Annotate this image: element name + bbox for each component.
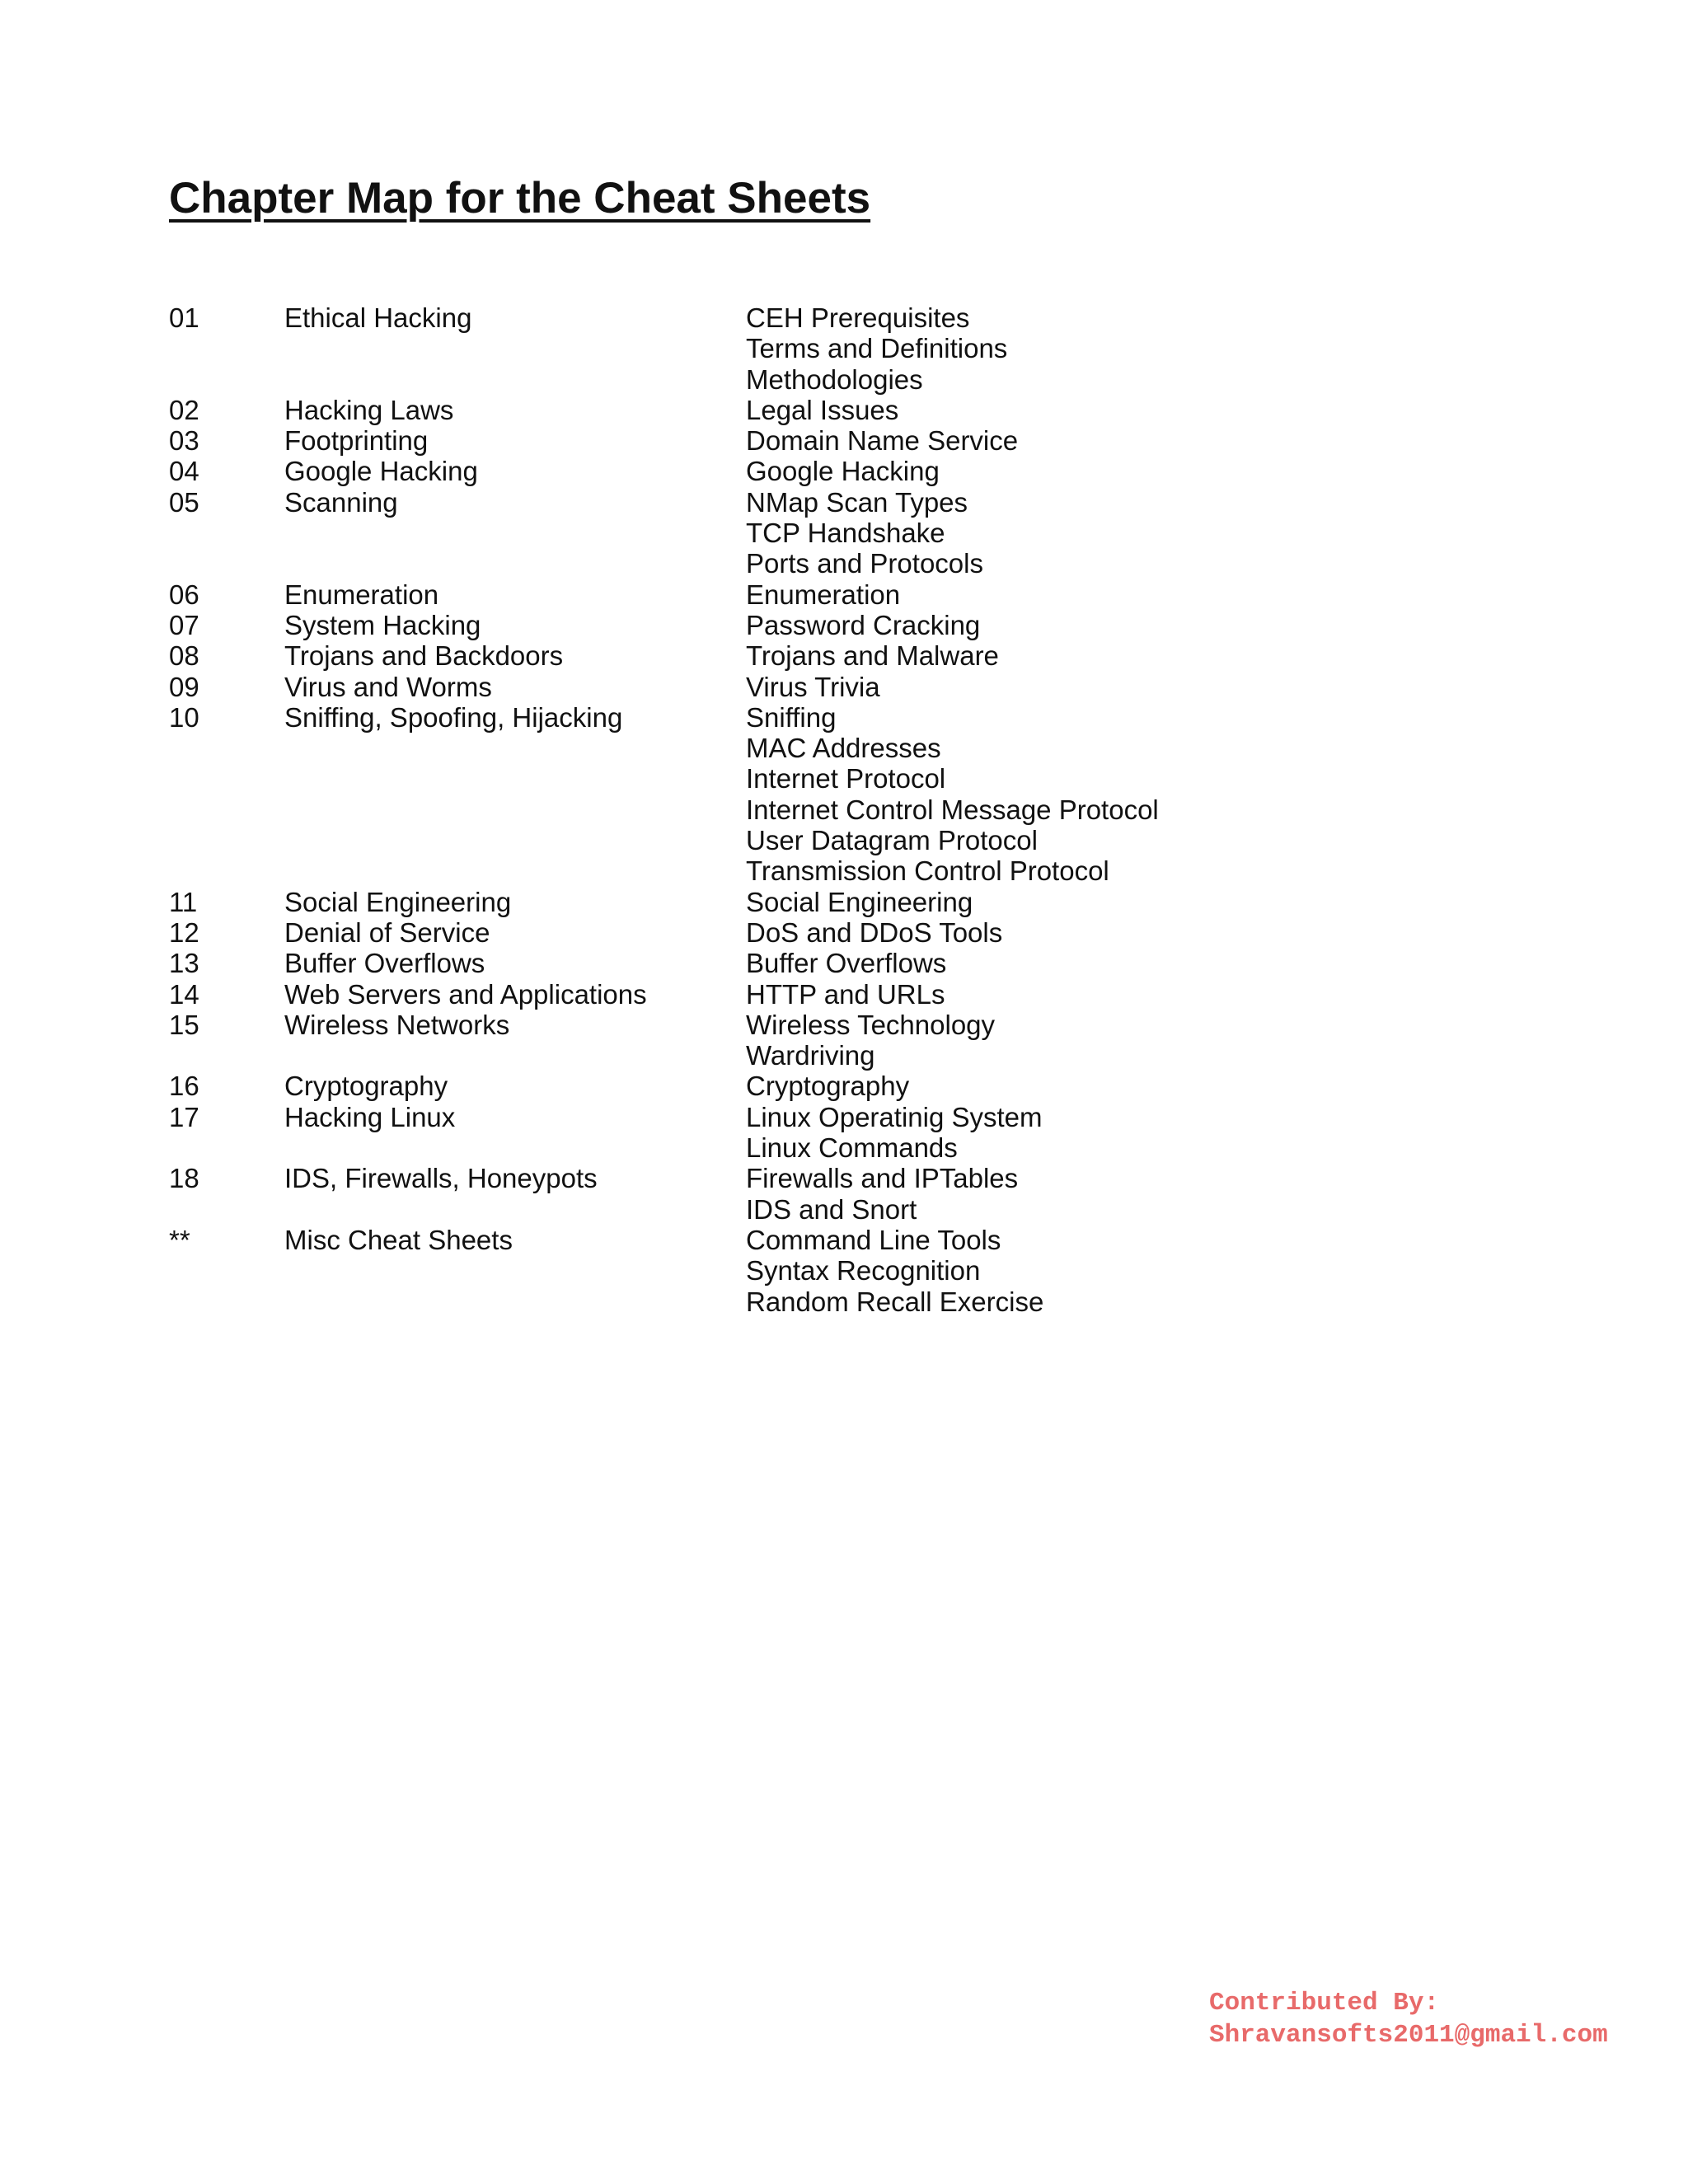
chapter-name: Cryptography [284, 1071, 448, 1102]
chapter-number: 01 [169, 302, 199, 333]
chapter-name: Hacking Laws [284, 394, 454, 425]
cheat-sheet-topic: Ports and Protocols [746, 548, 983, 579]
chapter-number: 16 [169, 1071, 199, 1102]
chapter-name: Wireless Networks [284, 1009, 510, 1040]
cheat-sheet-topic: MAC Addresses [746, 733, 941, 764]
cheat-sheet-topic: Transmission Control Protocol [746, 855, 1109, 887]
cheat-sheet-topic: Password Cracking [746, 609, 981, 640]
chapter-number: 12 [169, 916, 199, 948]
cheat-sheet-topic: CEH Prerequisites [746, 302, 970, 333]
chapter-number: 14 [169, 978, 199, 1010]
chapter-number: 08 [169, 640, 199, 672]
cheat-sheet-topic: Linux Operatinig System [746, 1101, 1043, 1132]
cheat-sheet-topic: Wardriving [746, 1040, 875, 1071]
cheat-sheet-topic: Domain Name Service [746, 425, 1019, 457]
chapter-name: Footprinting [284, 425, 429, 457]
cheat-sheet-topic: Virus Trivia [746, 671, 880, 702]
chapter-name: System Hacking [284, 609, 481, 640]
cheat-sheet-topic: Terms and Definitions [746, 333, 1008, 364]
cheat-sheet-topic: TCP Handshake [746, 518, 945, 549]
chapter-number: 06 [169, 579, 199, 610]
chapter-number: 13 [169, 948, 199, 979]
chapter-number: ** [169, 1224, 190, 1255]
chapter-number: 04 [169, 456, 199, 487]
chapter-number: 09 [169, 671, 199, 702]
cheat-sheet-topic: Syntax Recognition [746, 1255, 981, 1286]
chapter-number: 03 [169, 425, 199, 457]
chapter-name: Social Engineering [284, 886, 512, 917]
chapter-number: 17 [169, 1101, 199, 1132]
chapter-name: Hacking Linux [284, 1101, 456, 1132]
chapter-number: 07 [169, 609, 199, 640]
chapter-name: Ethical Hacking [284, 302, 472, 333]
cheat-sheet-topic: Legal Issues [746, 394, 899, 425]
chapter-name: Scanning [284, 486, 398, 518]
cheat-sheet-topic: Internet Control Message Protocol [746, 794, 1159, 825]
chapter-name: Virus and Worms [284, 671, 492, 702]
cheat-sheet-topic: Methodologies [746, 363, 923, 395]
chapter-number: 18 [169, 1163, 199, 1194]
cheat-sheet-topic: Buffer Overflows [746, 948, 947, 979]
chapter-number: 15 [169, 1009, 199, 1040]
cheat-sheet-topic: Command Line Tools [746, 1224, 1001, 1255]
cheat-sheet-topic: HTTP and URLs [746, 978, 945, 1010]
chapter-number: 10 [169, 701, 199, 733]
cheat-sheet-topic: Random Recall Exercise [746, 1286, 1044, 1317]
cheat-sheet-topic: Firewalls and IPTables [746, 1163, 1019, 1194]
page-title: Chapter Map for the Cheat Sheets [169, 174, 871, 223]
chapter-number: 11 [169, 886, 198, 917]
cheat-sheet-topic: Trojans and Malware [746, 640, 999, 672]
contributor-credit [1209, 1987, 1608, 2051]
chapter-name: IDS, Firewalls, Honeypots [284, 1163, 598, 1194]
cheat-sheet-topic: Social Engineering [746, 886, 973, 917]
chapter-name: Sniffing, Spoofing, Hijacking [284, 701, 623, 733]
chapter-name: Misc Cheat Sheets [284, 1224, 513, 1255]
cheat-sheet-topic: User Datagram Protocol [746, 825, 1038, 856]
chapter-name: Denial of Service [284, 916, 490, 948]
chapter-name: Google Hacking [284, 456, 478, 487]
chapter-name: Enumeration [284, 579, 439, 610]
cheat-sheet-topic: NMap Scan Types [746, 486, 968, 518]
chapter-number: 05 [169, 486, 199, 518]
cheat-sheet-topic: Wireless Technology [746, 1009, 996, 1040]
cheat-sheet-topic: IDS and Snort [746, 1193, 917, 1225]
chapter-number: 02 [169, 394, 199, 425]
cheat-sheet-topic: Linux Commands [746, 1132, 958, 1164]
cheat-sheet-topic: Enumeration [746, 579, 901, 610]
cheat-sheet-topic: Google Hacking [746, 456, 940, 487]
cheat-sheet-topic: Internet Protocol [746, 763, 946, 794]
chapter-name: Buffer Overflows [284, 948, 485, 979]
cheat-sheet-topic: Sniffing [746, 701, 837, 733]
cheat-sheet-topic: DoS and DDoS Tools [746, 916, 1003, 948]
chapter-name: Web Servers and Applications [284, 978, 647, 1010]
cheat-sheet-topic: Cryptography [746, 1071, 910, 1102]
contributor-email: Shravansofts2011@gmail.com [1209, 2021, 1608, 2050]
chapter-name: Trojans and Backdoors [284, 640, 564, 672]
contributor-label: Contributed By: [1209, 1989, 1440, 2018]
